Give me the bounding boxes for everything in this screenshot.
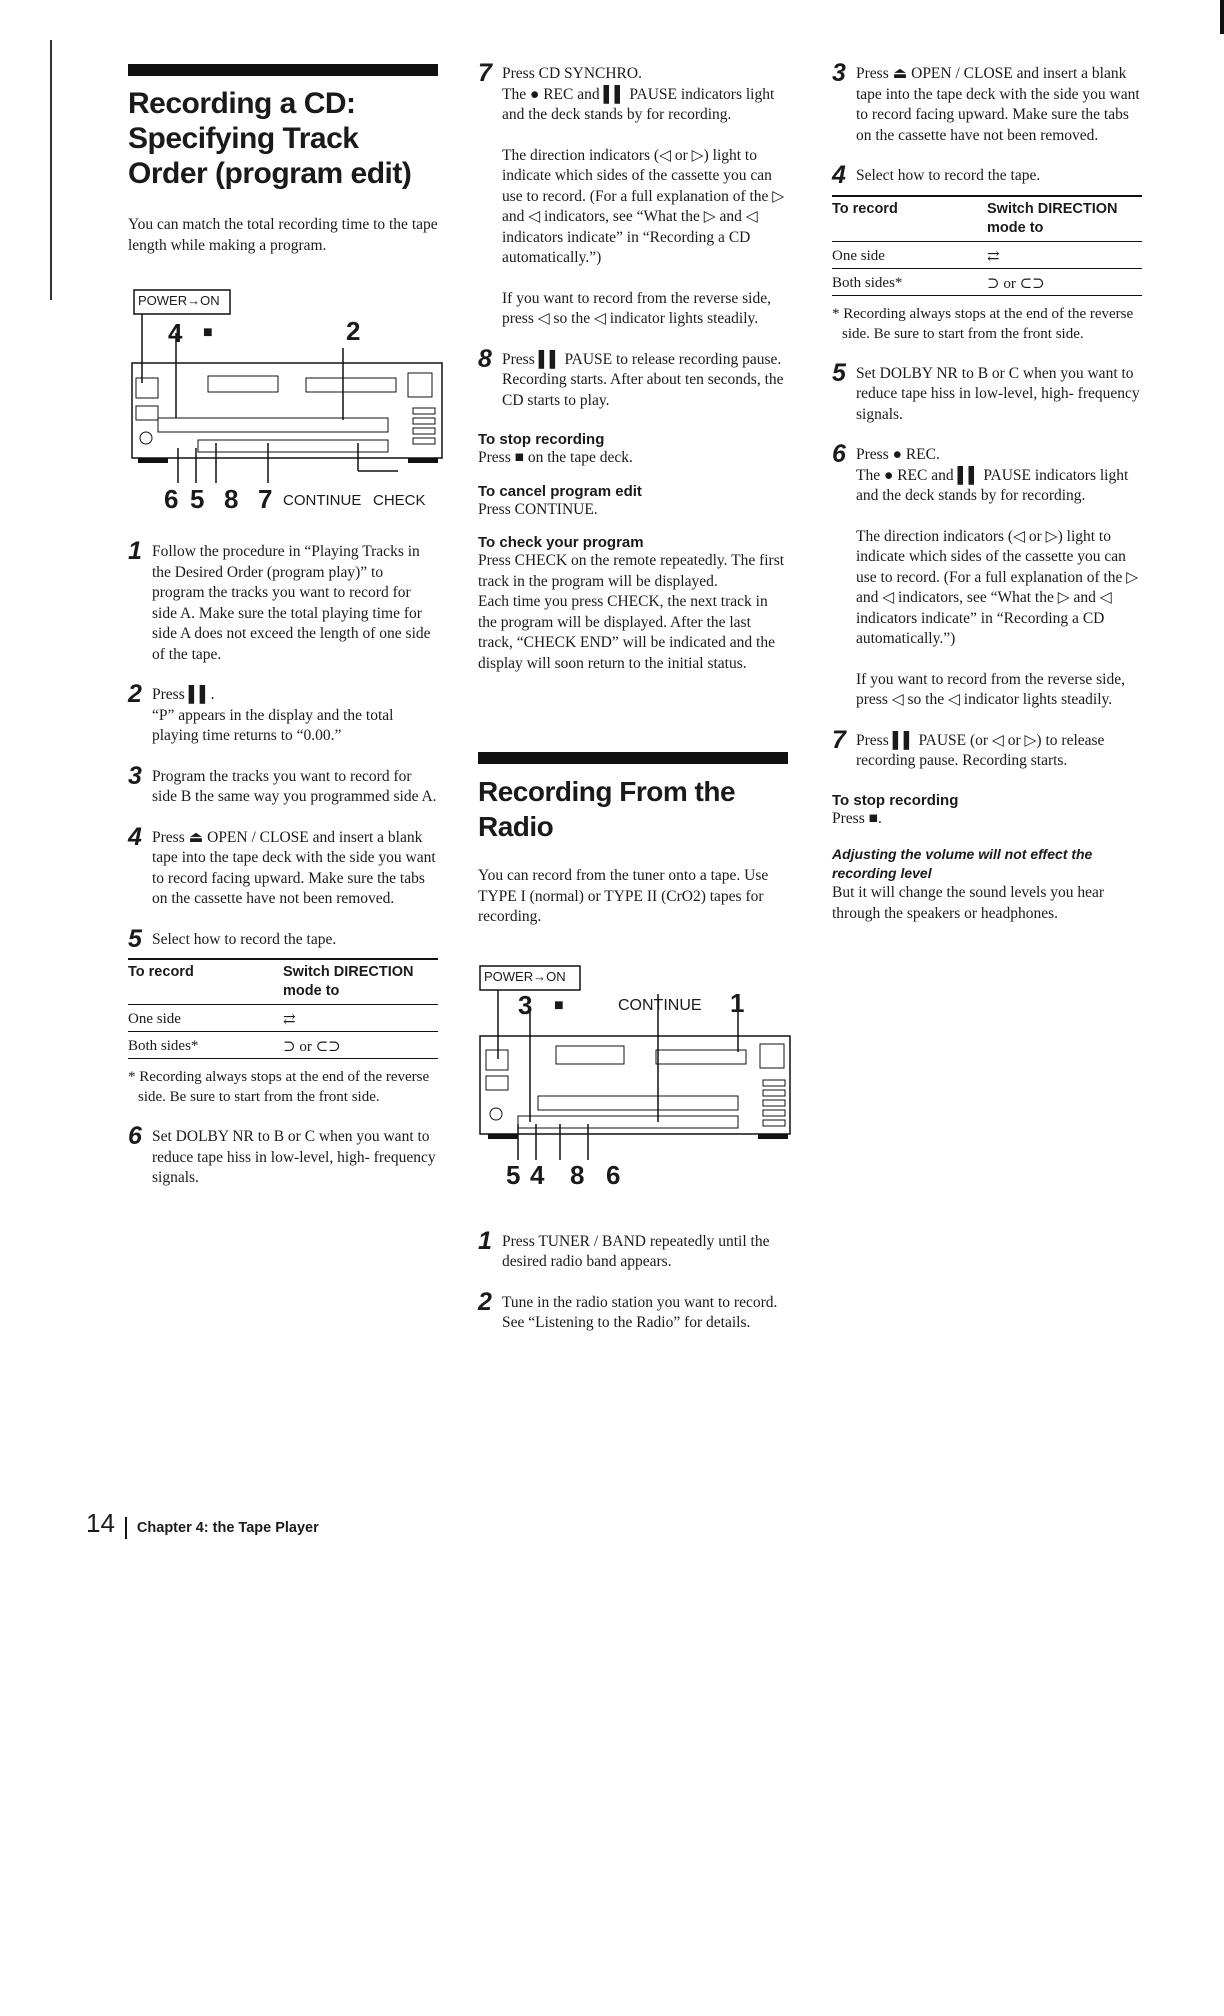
callout-stop: ■ — [203, 324, 213, 341]
step-7-cd: 7 Press CD SYNCHRO. The ● REC and ▌▌ PAUSE indicators light and the deck stands by for recording. The direction indicators (◁ or ▷) light to indicate which sides of the cassette you can use to record. (For a full explanation of the ▷ and ◁ indicators, see “What the ▷ and ◁ indicators indicate” in “Recording a CD automatically.”) If you want to record from the reverse side, press ◁ so the ◁ indicator lights steadily. — [478, 59, 785, 327]
stop-recording-text-radio: Press ■. — [832, 809, 882, 827]
radio-step-3: 3 Press ⏏ OPEN / CLOSE and insert a blank tape into the tape deck with the side you want to record facing upward. Make sure the tabs on the cassette have not been removed. — [832, 59, 1140, 144]
callout-2: 2 — [346, 316, 361, 346]
radio-step-6: 6 Press ● REC. The ● REC and ▌▌ PAUSE indicators light and the deck stands by for recording. The direction indicators (◁ or ▷) light to indicate which sides of the cassette you can use to record. (For a full explanation of the ▷ and ◁ indicators, see “What the ▷ and ◁ indicators indicate” in “Recording a CD automatically.”) If you want to record from the reverse side, press ◁ so the ◁ indicator lights steadily. — [832, 440, 1139, 708]
column-3 — [832, 59, 1142, 924]
section-intro: You can match the total recording time to the tape length while making a program. — [128, 216, 438, 254]
cancel-program-heading: To cancel program edit — [478, 482, 642, 500]
callout-4-radio: 4 — [530, 1159, 545, 1190]
check-program-text: Press CHECK on the remote repeatedly. The first track in the program will be displayed. — [478, 552, 785, 590]
adjust-volume-text: But it will change the sound levels you hear through the speakers or headphones. — [832, 884, 1105, 922]
check-program-heading: To check your program — [478, 534, 644, 551]
callout-5: 5 — [190, 484, 205, 514]
callout-6: 6 — [164, 484, 179, 514]
stop-recording-heading-radio: To stop recording — [832, 791, 959, 809]
callout-8: 8 — [224, 484, 239, 514]
callout-continue-radio: CONTINUE — [618, 996, 702, 1014]
section-title-cd-program-edit: Recording a CD: Specifying Track Order (program edit) — [128, 87, 412, 190]
direction-table-2: To record Switch DIRECTION mode to One side ⇄ Both sides* ⊃ or ⊂⊃ — [832, 195, 1142, 296]
callout-3: 3 — [518, 989, 533, 1020]
deck-diagram-1 — [128, 288, 438, 518]
cancel-program-text: Press CONTINUE. — [478, 500, 598, 518]
margin-rule — [50, 40, 52, 300]
callout-8-radio: 8 — [570, 1159, 585, 1190]
section-bar — [128, 64, 438, 76]
step-4: 4 Press ⏏ OPEN / CLOSE and insert a blank tape into the tape deck with the side you want to record facing upward. Make sure the tabs on the cassette have not been removed. — [128, 822, 436, 907]
page-number: 14 — [86, 1508, 115, 1538]
callout-continue: CONTINUE — [283, 492, 362, 509]
column-1 — [128, 64, 438, 1209]
callout-4: 4 — [168, 318, 183, 348]
power-on-label: POWER→ON — [138, 293, 220, 308]
edge-tab — [1220, 0, 1224, 34]
footnote-2: * Recording always stops at the end of the reverse side. Be sure to start from the front side. — [832, 305, 1134, 342]
step-3: 3 Program the tracks you want to record for side B the same way you programmed side A. — [128, 761, 437, 805]
step-5: 5 Select how to record the tape. — [128, 924, 337, 953]
step-8-cd: 8 Press ▌▌ PAUSE to release recording pause. Recording starts. After about ten seconds, the CD starts to play. — [478, 344, 784, 409]
callout-check: CHECK — [373, 492, 426, 509]
stop-recording-heading: To stop recording — [478, 431, 605, 448]
section-radio — [478, 752, 788, 1334]
radio-step-2: 2 Tune in the radio station you want to record. See “Listening to the Radio” for details. — [478, 1287, 778, 1331]
callout-5-radio: 5 — [506, 1159, 521, 1190]
column-2 — [478, 59, 788, 1354]
footer-divider — [125, 1517, 127, 1539]
section-bar-radio — [478, 752, 788, 764]
stop-recording-text: Press ■ on the tape deck. — [478, 449, 633, 466]
page-footer — [86, 1508, 319, 1539]
deck-diagram-2 — [478, 964, 788, 1194]
section-title-radio: Recording From the Radio — [478, 776, 736, 842]
power-on-label-radio: POWER→ON — [484, 968, 566, 984]
step-6: 6 Set DOLBY NR to B or C when you want to reduce tape hiss in low-level, high- frequency signals. — [128, 1122, 436, 1186]
step-2: 2 Press ▌▌. “P” appears in the display and the total playing time returns to “0.00.” — [128, 680, 394, 744]
adjust-volume-heading: Adjusting the volume will not effect the recording level — [832, 846, 1093, 881]
radio-step-7: 7 Press ▌▌ PAUSE (or ◁ or ▷) to release recording pause. Recording starts. — [832, 725, 1105, 769]
radio-step-1: 1 Press TUNER / BAND repeatedly until the desired radio band appears. — [478, 1226, 770, 1270]
check-program-text-2: Each time you press CHECK, the next track in the program will be displayed. After the last track, “CHECK END” will be indicated and the display will soon return to the initial status. — [478, 593, 775, 672]
radio-intro: You can record from the tuner onto a tape. Use TYPE I (normal) or TYPE II (CrO2) tapes for recording. — [478, 867, 769, 925]
callout-6-radio: 6 — [606, 1159, 621, 1190]
radio-step-5: 5 Set DOLBY NR to B or C when you want to reduce tape hiss in low-level, high- frequency signals. — [832, 358, 1140, 423]
callout-1: 1 — [730, 987, 745, 1018]
direction-table-1: To record Switch DIRECTION mode to One side ⇄ Both sides* ⊃ or ⊂⊃ — [128, 958, 438, 1059]
callout-7: 7 — [258, 484, 273, 514]
radio-step-4: 4 Select how to record the tape. — [832, 161, 1041, 189]
chapter-label: Chapter 4: the Tape Player — [136, 1520, 319, 1536]
footnote-1: * Recording always stops at the end of the reverse side. Be sure to start from the front side. — [128, 1069, 430, 1105]
callout-stop-radio: ■ — [554, 996, 564, 1014]
step-1: 1 Follow the procedure in “Playing Tracks in the Desired Order (program play)” to program the tracks you want to record for side A. Make sure the total playing time for side A does not exceed the length of one side of the tape. — [128, 537, 431, 663]
